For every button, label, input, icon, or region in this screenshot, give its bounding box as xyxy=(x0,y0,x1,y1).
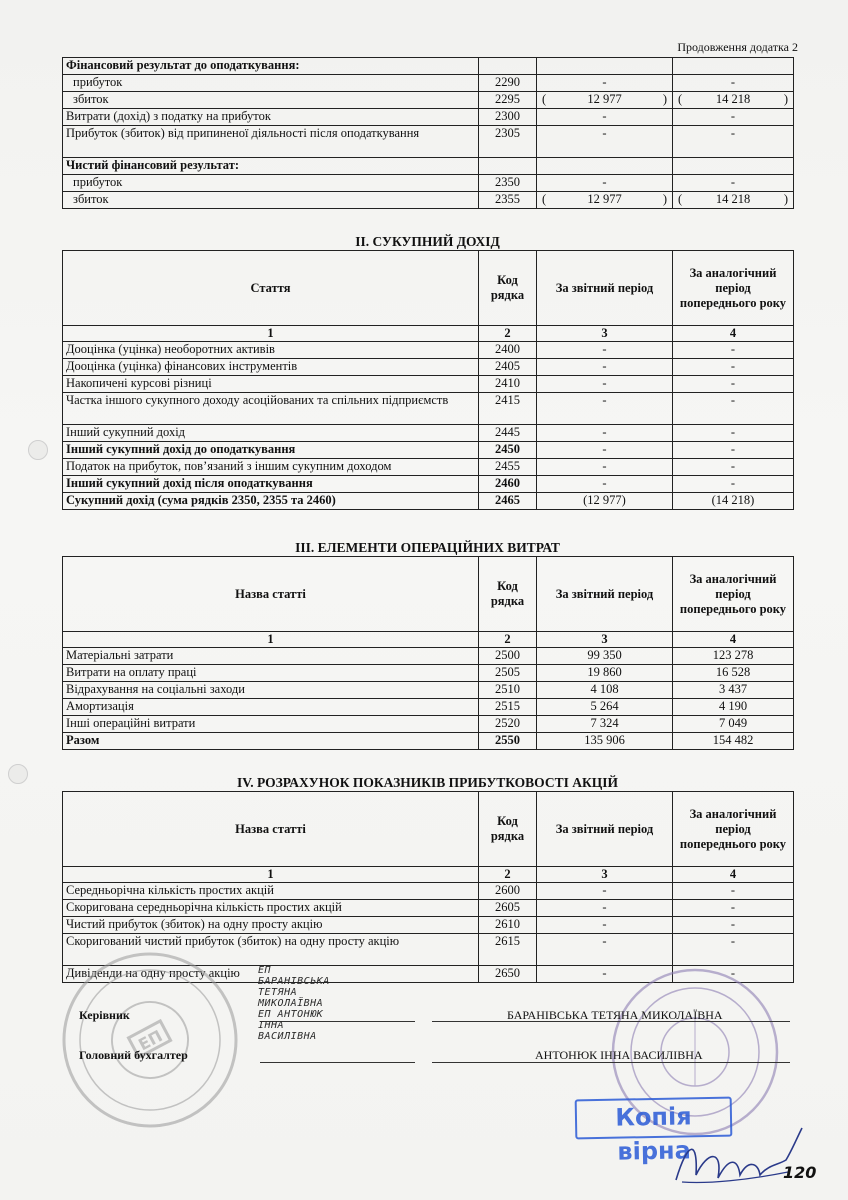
row-code: 2515 xyxy=(479,699,537,716)
row-name: Дооцінка (уцінка) фінансових інструментів xyxy=(63,359,479,376)
ep-signature-stamp: ЕП БАРАНІВСЬКА ТЕТЯНА МИКОЛАЇВНА ЕП АНТОНЮК ІННА ВАСИЛІВНА xyxy=(258,965,330,1042)
section-3-title: III. ЕЛЕМЕНТИ ОПЕРАЦІЙНИХ ВИТРАТ xyxy=(295,540,560,555)
row-previous: - xyxy=(673,126,794,158)
row-name: Разом xyxy=(63,733,479,750)
row-previous: ( 14 218 ) xyxy=(673,92,794,109)
row-code xyxy=(479,58,537,75)
table-row xyxy=(63,665,794,682)
table-row xyxy=(63,393,794,425)
table-row xyxy=(63,716,794,733)
row-previous: - xyxy=(673,917,794,934)
row-previous: - xyxy=(673,75,794,92)
row-current-value: 12 977 xyxy=(587,192,622,206)
row-code: 2465 xyxy=(479,493,537,510)
row-code: 2615 xyxy=(479,934,537,966)
col-num: 1 xyxy=(63,326,479,342)
section-4-title: IV. РОЗРАХУНОК ПОКАЗНИКІВ ПРИБУТКОВОСТІ АКЦІЙ xyxy=(236,775,619,790)
table-row xyxy=(63,699,794,716)
row-previous: (14 218) xyxy=(673,493,794,510)
row-name: Фінансовий результат до оподаткування: xyxy=(63,58,479,75)
accountant-label: Головний бухгалтер xyxy=(79,1048,188,1062)
table-row xyxy=(63,175,794,192)
table-row xyxy=(63,917,794,934)
row-code: 2520 xyxy=(479,716,537,733)
table-row xyxy=(63,883,794,900)
accountant-signature-line xyxy=(260,1062,415,1063)
row-code: 2295 xyxy=(479,92,537,109)
row-name: Відрахування на соціальні заходи xyxy=(63,682,479,699)
table-row xyxy=(63,359,794,376)
col-header-current: За звітний період xyxy=(537,557,673,632)
col-num: 2 xyxy=(479,632,537,648)
row-code: 2550 xyxy=(479,733,537,750)
row-previous: 123 278 xyxy=(673,648,794,665)
row-previous: - xyxy=(673,393,794,425)
row-name: Прибуток (збиток) від припиненої діяльності після оподаткування xyxy=(63,126,479,158)
row-current: - xyxy=(537,966,673,983)
row-name: Інший сукупний дохід після оподаткування xyxy=(63,476,479,493)
row-current: - xyxy=(537,376,673,393)
row-name: Частка іншого сукупного доходу асоційованих та спільних підприємств xyxy=(63,393,479,425)
row-previous: - xyxy=(673,425,794,442)
row-current: - xyxy=(537,900,673,917)
operating-expenses-table xyxy=(62,556,794,750)
row-current: - xyxy=(537,175,673,192)
table-row xyxy=(63,733,794,750)
row-name: Накопичені курсові різниці xyxy=(63,376,479,393)
table-row xyxy=(63,192,794,209)
row-previous: - xyxy=(673,476,794,493)
table-row xyxy=(63,442,794,459)
head-name: БАРАНІВСЬКА ТЕТЯНА МИКОЛАЇВНА xyxy=(507,1008,723,1022)
col-header-name: Назва статті xyxy=(63,792,479,867)
row-previous: 16 528 xyxy=(673,665,794,682)
row-name: прибуток xyxy=(63,75,479,92)
row-current: - xyxy=(537,459,673,476)
table-row xyxy=(63,476,794,493)
row-current: - xyxy=(537,359,673,376)
row-previous: - xyxy=(673,109,794,126)
row-current: - xyxy=(537,917,673,934)
comprehensive-income-table xyxy=(62,250,794,510)
table-row xyxy=(63,459,794,476)
table-row xyxy=(63,376,794,393)
row-previous: - xyxy=(673,966,794,983)
row-name: Дивіденди на одну просту акцію xyxy=(63,966,479,983)
accountant-name: АНТОНЮК ІННА ВАСИЛІВНА xyxy=(535,1048,703,1062)
row-previous: - xyxy=(673,376,794,393)
row-current: - xyxy=(537,883,673,900)
row-previous xyxy=(673,158,794,175)
col-num: 3 xyxy=(537,867,673,883)
table-row xyxy=(63,109,794,126)
table-row xyxy=(63,158,794,175)
row-name: Матеріальні затрати xyxy=(63,648,479,665)
row-previous: 7 049 xyxy=(673,716,794,733)
row-code: 2410 xyxy=(479,376,537,393)
row-previous: - xyxy=(673,459,794,476)
row-code: 2500 xyxy=(479,648,537,665)
table-row xyxy=(63,75,794,92)
row-name: Інший сукупний дохід до оподаткування xyxy=(63,442,479,459)
row-current: - xyxy=(537,476,673,493)
row-code: 2305 xyxy=(479,126,537,158)
col-header-current: За звітний період xyxy=(537,251,673,326)
row-code: 2610 xyxy=(479,917,537,934)
head-label: Керівник xyxy=(79,1008,130,1022)
col-num: 2 xyxy=(479,326,537,342)
row-previous: 154 482 xyxy=(673,733,794,750)
row-current: - xyxy=(537,342,673,359)
col-num: 1 xyxy=(63,632,479,648)
row-current: - xyxy=(537,109,673,126)
row-code xyxy=(479,158,537,175)
row-name: збиток xyxy=(63,192,479,209)
row-previous: 3 437 xyxy=(673,682,794,699)
col-num: 3 xyxy=(537,326,673,342)
row-current: - xyxy=(537,442,673,459)
row-previous-value: 14 218 xyxy=(715,92,751,106)
col-num: 4 xyxy=(673,867,794,883)
table-row xyxy=(63,648,794,665)
row-current: - xyxy=(537,75,673,92)
row-previous: 4 190 xyxy=(673,699,794,716)
row-code: 2600 xyxy=(479,883,537,900)
row-name: Податок на прибуток, пов’язаний з іншим сукупним доходом xyxy=(63,459,479,476)
col-header-name: Назва статті xyxy=(63,557,479,632)
row-current: 19 860 xyxy=(537,665,673,682)
row-code: 2445 xyxy=(479,425,537,442)
row-current: - xyxy=(537,126,673,158)
col-header-previous: За аналогічний період попереднього року xyxy=(673,557,794,632)
row-current: ( 12 977 ) xyxy=(537,192,673,209)
col-num: 4 xyxy=(673,632,794,648)
table-row xyxy=(63,58,794,75)
table-row xyxy=(63,682,794,699)
row-previous: ( 14 218 ) xyxy=(673,192,794,209)
row-code: 2505 xyxy=(479,665,537,682)
copy-certified-stamp: Копія вірна xyxy=(575,1097,733,1140)
row-name: Скоригований чистий прибуток (збиток) на одну просту акцію xyxy=(63,934,479,966)
row-name: Амортизація xyxy=(63,699,479,716)
row-name: Чистий прибуток (збиток) на одну просту акцію xyxy=(63,917,479,934)
row-current: 7 324 xyxy=(537,716,673,733)
row-previous: - xyxy=(673,900,794,917)
row-code: 2605 xyxy=(479,900,537,917)
row-previous: - xyxy=(673,883,794,900)
row-code: 2460 xyxy=(479,476,537,493)
table-row xyxy=(63,493,794,510)
financial-result-table xyxy=(62,57,794,209)
row-current xyxy=(537,58,673,75)
row-current: 135 906 xyxy=(537,733,673,750)
col-num: 1 xyxy=(63,867,479,883)
row-code: 2455 xyxy=(479,459,537,476)
row-code: 2350 xyxy=(479,175,537,192)
row-name: прибуток xyxy=(63,175,479,192)
col-header-previous: За аналогічний період попереднього року xyxy=(673,251,794,326)
row-previous: - xyxy=(673,359,794,376)
row-previous-value: 14 218 xyxy=(715,192,751,206)
row-current-value: 12 977 xyxy=(587,92,622,106)
row-code: 2400 xyxy=(479,342,537,359)
col-header-previous: За аналогічний період попереднього року xyxy=(673,792,794,867)
row-previous: - xyxy=(673,175,794,192)
row-name: Інший сукупний дохід xyxy=(63,425,479,442)
row-current: ( 12 977 ) xyxy=(537,92,673,109)
row-current xyxy=(537,158,673,175)
row-name: Середньорічна кількість простих акцій xyxy=(63,883,479,900)
table-row xyxy=(63,92,794,109)
row-current: - xyxy=(537,425,673,442)
punch-hole xyxy=(28,440,48,460)
col-header-code: Код рядка xyxy=(479,557,537,632)
svg-text:ЕП: ЕП xyxy=(135,1026,166,1055)
row-previous: - xyxy=(673,342,794,359)
col-num: 3 xyxy=(537,632,673,648)
row-current: 4 108 xyxy=(537,682,673,699)
row-name: Скоригована середньорічна кількість простих акцій xyxy=(63,900,479,917)
row-code: 2290 xyxy=(479,75,537,92)
row-previous xyxy=(673,58,794,75)
row-previous: - xyxy=(673,934,794,966)
table-row xyxy=(63,342,794,359)
row-current: (12 977) xyxy=(537,493,673,510)
col-num: 4 xyxy=(673,326,794,342)
col-header-code: Код рядка xyxy=(479,792,537,867)
row-code: 2355 xyxy=(479,192,537,209)
row-name: Інші операційні витрати xyxy=(63,716,479,733)
row-current: 99 350 xyxy=(537,648,673,665)
table-row xyxy=(63,126,794,158)
row-name: збиток xyxy=(63,92,479,109)
table-row xyxy=(63,900,794,917)
row-current: 5 264 xyxy=(537,699,673,716)
row-name: Витрати (дохід) з податку на прибуток xyxy=(63,109,479,126)
row-name: Дооцінка (уцінка) необоротних активів xyxy=(63,342,479,359)
row-name: Чистий фінансовий результат: xyxy=(63,158,479,175)
row-code: 2650 xyxy=(479,966,537,983)
row-current: - xyxy=(537,393,673,425)
page-number: 120 xyxy=(783,1163,817,1182)
continuation-note: Продовження додатка 2 xyxy=(677,40,798,54)
section-2-title: II. СУКУПНИЙ ДОХІД xyxy=(355,234,500,249)
row-name: Витрати на оплату праці xyxy=(63,665,479,682)
row-code: 2450 xyxy=(479,442,537,459)
row-code: 2510 xyxy=(479,682,537,699)
row-code: 2300 xyxy=(479,109,537,126)
punch-hole xyxy=(8,764,28,784)
table-row xyxy=(63,425,794,442)
row-current: - xyxy=(537,934,673,966)
col-header-current: За звітний період xyxy=(537,792,673,867)
row-name: Сукупний дохід (сума рядків 2350, 2355 та 2460) xyxy=(63,493,479,510)
row-code: 2415 xyxy=(479,393,537,425)
col-num: 2 xyxy=(479,867,537,883)
row-code: 2405 xyxy=(479,359,537,376)
col-header-name: Стаття xyxy=(63,251,479,326)
row-previous: - xyxy=(673,442,794,459)
handwritten-signature xyxy=(668,1120,808,1200)
col-header-code: Код рядка xyxy=(479,251,537,326)
